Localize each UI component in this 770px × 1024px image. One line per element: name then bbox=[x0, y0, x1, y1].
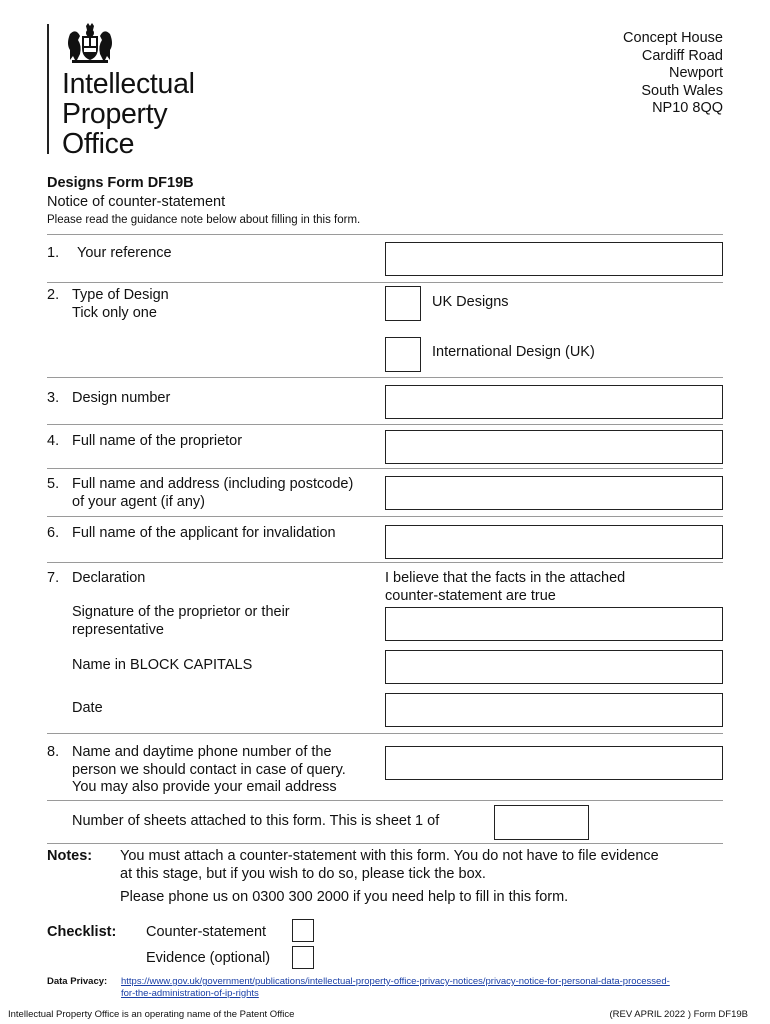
declaration-label: Declaration bbox=[72, 570, 146, 586]
logo-wordmark bbox=[62, 69, 195, 159]
privacy-link-line[interactable]: for-the-administration-of-ip-rights bbox=[121, 987, 259, 999]
contact-details-field[interactable] bbox=[385, 746, 723, 780]
question-number: 5. bbox=[47, 476, 60, 492]
proprietor-name-label: Full name of the proprietor bbox=[72, 433, 243, 449]
address-line: South Wales bbox=[641, 82, 723, 99]
block-capitals-name-field[interactable] bbox=[385, 650, 723, 684]
logo-line-3: Office bbox=[62, 128, 135, 160]
question-number: 4. bbox=[47, 433, 60, 449]
declaration-line: counter-statement are true bbox=[385, 587, 556, 604]
declaration-line: I believe that the facts in the attached bbox=[385, 570, 626, 586]
help-phone-text: Please phone us on 0300 300 2000 if you need help to fill in this form. bbox=[120, 889, 569, 905]
privacy-link-line[interactable]: https://www.gov.uk/government/publications/intellectual-property-office-privacy-notices/privacy-notice-for-personal-data-processed- bbox=[121, 976, 670, 987]
footer-operating-name: Intellectual Property Office is an operating name of the Patent Office bbox=[8, 1009, 295, 1020]
signature-label bbox=[72, 604, 290, 639]
divider bbox=[47, 562, 723, 563]
uk-designs-label: UK Designs bbox=[432, 294, 509, 310]
question-number: 1. bbox=[47, 245, 60, 261]
your-reference-label: Your reference bbox=[77, 245, 172, 261]
checklist-heading: Checklist: bbox=[47, 924, 117, 940]
total-sheets-field[interactable] bbox=[494, 805, 589, 840]
notes-heading: Notes: bbox=[47, 848, 93, 864]
address-line: NP10 8QQ bbox=[652, 100, 723, 116]
notes-body bbox=[120, 848, 730, 883]
evidence-checkbox[interactable] bbox=[292, 946, 314, 969]
logo-line-2: Property bbox=[62, 98, 168, 130]
tick-only-one-line: Tick only one bbox=[72, 304, 157, 321]
divider bbox=[47, 377, 723, 378]
divider bbox=[47, 468, 723, 469]
agent-name-address-field[interactable] bbox=[385, 476, 723, 510]
question-number: 3. bbox=[47, 390, 60, 406]
date-label: Date bbox=[72, 700, 103, 716]
question-number: 2. bbox=[47, 287, 60, 303]
question-number: 6. bbox=[47, 525, 60, 541]
contact-label-line: person we should contact in case of query. bbox=[72, 761, 346, 778]
royal-crest-icon bbox=[62, 22, 118, 66]
type-of-design-line: Type of Design bbox=[72, 287, 169, 303]
block-capitals-name-label: Name in BLOCK CAPITALS bbox=[72, 657, 253, 673]
office-address bbox=[623, 30, 723, 118]
sheets-label: Number of sheets attached to this form. This is sheet 1 of bbox=[72, 813, 440, 829]
contact-label bbox=[72, 744, 346, 797]
guidance-text: Please read the guidance note below about filling in this form. bbox=[47, 214, 361, 226]
footer-revision: (REV APRIL 2022 ) Form DF19B bbox=[609, 1009, 748, 1020]
counter-statement-label: Counter-statement bbox=[146, 924, 267, 940]
design-number-label: Design number bbox=[72, 390, 171, 406]
date-field[interactable] bbox=[385, 693, 723, 727]
divider bbox=[47, 843, 723, 844]
data-privacy-heading: Data Privacy: bbox=[47, 976, 108, 987]
notes-line: at this stage, but if you wish to do so, please tick the box. bbox=[120, 865, 486, 882]
logo-line-1: Intellectual bbox=[62, 68, 195, 100]
notes-line: You must attach a counter-statement with this form. You do not have to file evidence bbox=[120, 848, 659, 864]
question-number: 8. bbox=[47, 744, 60, 760]
signature-label-line: representative bbox=[72, 621, 164, 638]
divider bbox=[47, 800, 723, 801]
signature-field[interactable] bbox=[385, 607, 723, 641]
divider bbox=[47, 234, 723, 235]
divider bbox=[47, 282, 723, 283]
evidence-label: Evidence (optional) bbox=[146, 950, 271, 966]
address-line: Cardiff Road bbox=[641, 47, 723, 64]
uk-designs-checkbox[interactable] bbox=[385, 286, 421, 321]
type-of-design-label bbox=[72, 287, 169, 322]
agent-label-line: Full name and address (including postcode) bbox=[72, 476, 354, 492]
applicant-name-field[interactable] bbox=[385, 525, 723, 559]
declaration-statement bbox=[385, 570, 625, 605]
agent-label-line: of your agent (if any) bbox=[72, 493, 205, 510]
address-line: Concept House bbox=[623, 30, 723, 46]
design-number-field[interactable] bbox=[385, 385, 723, 419]
divider bbox=[47, 733, 723, 734]
logo-bar bbox=[47, 24, 49, 154]
proprietor-name-field[interactable] bbox=[385, 430, 723, 464]
agent-name-label bbox=[72, 476, 353, 511]
international-design-label: International Design (UK) bbox=[432, 344, 595, 360]
privacy-notice-link[interactable] bbox=[121, 976, 726, 999]
international-design-checkbox[interactable] bbox=[385, 337, 421, 372]
contact-label-line: Name and daytime phone number of the bbox=[72, 744, 332, 760]
applicant-name-label: Full name of the applicant for invalidation bbox=[72, 525, 336, 541]
your-reference-field[interactable] bbox=[385, 242, 723, 276]
divider bbox=[47, 516, 723, 517]
address-line: Newport bbox=[669, 65, 723, 81]
question-number: 7. bbox=[47, 570, 60, 586]
divider bbox=[47, 424, 723, 425]
form-title: Designs Form DF19B bbox=[47, 175, 194, 191]
form-subtitle: Notice of counter-statement bbox=[47, 194, 226, 210]
contact-label-line: You may also provide your email address bbox=[72, 779, 337, 795]
signature-label-line: Signature of the proprietor or their bbox=[72, 604, 290, 620]
counter-statement-checkbox[interactable] bbox=[292, 919, 314, 942]
